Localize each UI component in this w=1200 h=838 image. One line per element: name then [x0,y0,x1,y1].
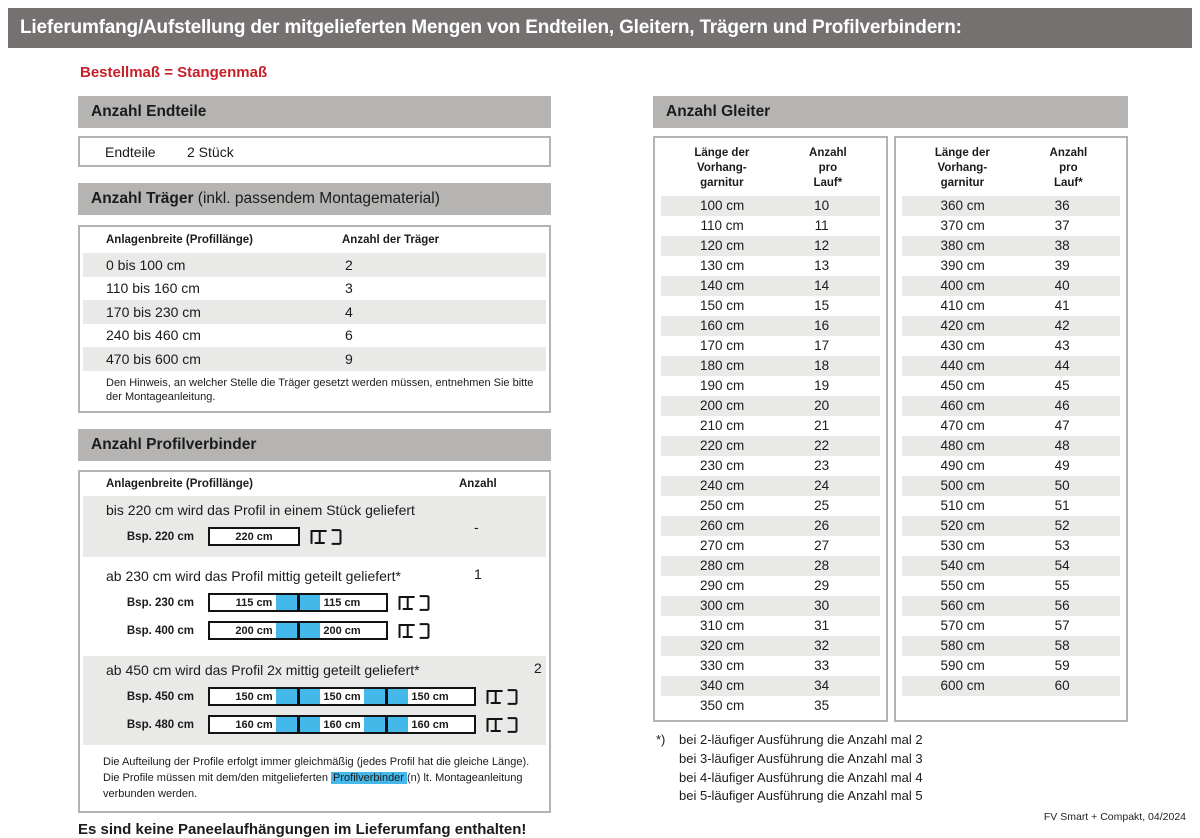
length-cell: 330 cm [700,658,745,674]
count-cell: 52 [1054,518,1070,534]
table-row [661,236,880,256]
profile-bar [208,687,476,706]
end-piece-icon [309,527,343,547]
end-piece-icon [397,621,431,641]
traeger-header-label: Anzahl Träger (inkl. passendem Montagematerial) [91,190,440,207]
table-row [902,216,1121,236]
count-cell: 55 [1054,578,1070,594]
profile-example-row [106,619,459,642]
footnote-line: bei 5-läufiger Ausführung die Anzahl mal 5 [679,788,923,804]
gleiter-rows-1 [655,196,886,716]
table-row [902,196,1121,216]
count-cell: 20 [814,398,830,414]
length-cell: 540 cm [940,558,985,574]
count-cell: 24 [814,478,830,494]
count-cell: 49 [1054,458,1070,474]
length-cell: 270 cm [700,538,745,554]
table-row [902,656,1121,676]
table-row [902,476,1121,496]
length-cell: 370 cm [940,218,985,234]
pv-sections [80,496,549,745]
table-row [902,436,1121,456]
count-cell: 31 [814,618,830,634]
length-cell: 260 cm [700,518,745,534]
count-cell: 34 [814,678,830,694]
count-cell: 43 [1054,338,1070,354]
pv-section-content [83,562,459,651]
gleiter-section-header [653,96,1128,128]
length-cell: 430 cm [940,338,985,354]
endteile-table [78,136,551,167]
count-cell: 36 [1054,198,1070,214]
table-row [661,576,880,596]
left-column [78,96,551,838]
table-row [661,596,880,616]
profile-bar [208,715,476,734]
profile-segment: 150 cm [323,690,361,703]
example-label: Bsp. 400 cm [126,624,194,637]
count-cell: 21 [814,418,830,434]
profile-segment: 200 cm [323,624,361,637]
range-cell: 170 bis 230 cm [106,303,201,320]
count-cell: 17 [814,338,830,354]
count-cell: 44 [1054,358,1070,374]
table-row [83,277,546,301]
length-cell: 580 cm [940,638,985,654]
count-cell: 51 [1054,498,1070,514]
count-cell: 45 [1054,378,1070,394]
traeger-rows [80,253,549,371]
pv-section-value [459,562,546,651]
length-cell: 180 cm [700,358,745,374]
gleiter-tables [653,136,1128,722]
count-col-header: Anzahl pro Lauf* [1049,147,1088,189]
gleiter-header-label: Anzahl Gleiter [666,103,771,120]
profile-segment: 150 cm [235,690,273,703]
profilverbinder-table [78,470,551,813]
count-cell: 22 [814,438,830,454]
profile-segment: 160 cm [411,718,449,731]
length-cell: 470 cm [940,418,985,434]
table-row [902,636,1121,656]
table-row [661,436,880,456]
length-cell: 490 cm [940,458,985,474]
table-row [661,276,880,296]
gleiter-table-1 [653,136,888,722]
count-cell: 32 [814,638,830,654]
count-cell: 27 [814,538,830,554]
table-row [661,496,880,516]
footnote-marker: *) [656,731,666,747]
table-row [661,376,880,396]
length-cell: 100 cm [700,198,745,214]
profile-example-row [106,713,519,736]
table-row [902,536,1121,556]
gleiter-footnote [653,731,1128,806]
profilverbinder-header-label: Anzahl Profilverbinder [91,436,257,454]
table-row [661,536,880,556]
count-cell: 41 [1054,298,1070,314]
table-row [661,356,880,376]
table-row [661,616,880,636]
range-cell: 110 bis 160 cm [106,280,200,297]
table-row [661,476,880,496]
length-col-header: Länge der Vorhang- garnitur [694,147,750,189]
count-cell: 57 [1054,618,1070,634]
range-cell: 470 bis 600 cm [106,350,201,367]
length-cell: 290 cm [700,578,745,594]
table-row [661,316,880,336]
count-cell: 39 [1054,258,1070,274]
table-row [661,216,880,236]
profilverbinder-table-head [80,472,549,496]
table-row [902,236,1121,256]
profilverbinder-section-header [78,429,551,461]
table-row [661,676,880,696]
table-row [902,376,1121,396]
table-row [902,256,1121,276]
table-row [902,676,1121,696]
length-cell: 570 cm [940,618,985,634]
length-cell: 160 cm [700,318,745,334]
count-cell: 37 [1054,218,1070,234]
profile-example-row [106,591,459,614]
table-row [661,656,880,676]
length-cell: 190 cm [700,378,745,394]
table-row [902,276,1121,296]
length-cell: 150 cm [700,298,745,314]
length-cell: 220 cm [700,438,745,454]
count-cell: 53 [1054,538,1070,554]
profile-bar [208,621,388,640]
traeger-table-head [80,227,549,253]
profile-segment: 220 cm [235,530,273,543]
length-cell: 400 cm [940,278,985,294]
length-cell: 340 cm [700,678,745,694]
example-label: Bsp. 450 cm [126,690,194,703]
count-cell: 3 [345,280,353,297]
count-cell: 6 [345,327,353,344]
length-cell: 140 cm [700,278,745,294]
count-cell: 13 [814,258,830,274]
profile-segment: 115 cm [235,596,273,609]
pv-section-content [83,496,459,557]
table-row [661,416,880,436]
count-cell: 10 [814,198,830,214]
profile-bar [208,593,388,612]
length-cell: 210 cm [700,418,745,434]
range-cell: 240 bis 460 cm [106,327,201,344]
count-cell: 33 [814,658,830,674]
example-label: Bsp. 220 cm [126,530,194,543]
table-row [902,416,1121,436]
length-cell: 250 cm [700,498,745,514]
endteile-section-header [78,96,551,128]
profile-segment: 160 cm [323,718,361,731]
table-row [661,336,880,356]
length-cell: 230 cm [700,458,745,474]
pv-value-text: 1 [474,566,482,583]
pv-section-content [83,656,519,745]
footnote-lines [679,731,923,806]
footnote-line: bei 4-läufiger Ausführung die Anzahl mal 4 [679,769,923,785]
table-row [661,456,880,476]
table-row [902,356,1121,376]
pv-section [83,656,546,745]
count-cell: 18 [814,358,830,374]
count-cell: 15 [814,298,830,314]
range-cell: 0 bis 100 cm [106,256,186,273]
count-cell: 2 [345,256,353,273]
traeger-section-header [78,183,551,215]
length-cell: 240 cm [700,478,745,494]
length-cell: 440 cm [940,358,985,374]
pv-value-text: 2 [534,660,542,677]
length-cell: 170 cm [700,338,745,354]
traeger-col1-header: Anlagenbreite (Profillänge) [106,234,253,246]
length-cell: 300 cm [700,598,745,614]
length-cell: 600 cm [940,678,985,694]
pv-section [83,562,546,651]
end-piece-icon [485,687,519,707]
table-row [902,396,1121,416]
count-cell: 25 [814,498,830,514]
pv-col2-header: Anzahl [459,478,497,491]
table-row [661,396,880,416]
table-row [661,516,880,536]
count-cell: 60 [1054,678,1070,694]
pv-section-text: bis 220 cm wird das Profil in einem Stück geliefert [106,501,415,518]
pv-col1-header: Anlagenbreite (Profillänge) [106,478,253,491]
count-cell: 4 [345,303,353,320]
length-cell: 110 cm [700,218,744,234]
table-row [902,296,1121,316]
length-cell: 530 cm [940,538,985,554]
table-row [661,256,880,276]
count-cell: 23 [814,458,830,474]
count-cell: 58 [1054,638,1070,654]
count-cell: 14 [814,278,830,294]
count-cell: 11 [814,218,829,234]
pv-section [83,496,546,557]
count-cell: 28 [814,558,830,574]
count-cell: 9 [345,350,353,367]
count-cell: 12 [814,238,830,254]
count-cell: 38 [1054,238,1070,254]
count-cell: 30 [814,598,830,614]
table-row [902,596,1121,616]
count-cell: 59 [1054,658,1070,674]
no-paneel-statement: Es sind keine Paneelaufhängungen im Lieferumfang enthalten! [78,821,527,838]
table-row [83,253,546,277]
table-row [902,616,1121,636]
count-cell: 26 [814,518,830,534]
length-cell: 360 cm [940,198,985,214]
traeger-note: Den Hinweis, an welcher Stelle die Träger gesetzt werden müssen, entnehmen Sie bitte der Montageanleitung. [106,376,534,404]
example-label: Bsp. 480 cm [126,718,194,731]
right-column [653,96,1128,806]
profile-segment: 150 cm [411,690,449,703]
table-row [661,636,880,656]
endteile-row-value: 2 Stück [187,143,234,160]
profile-segment: 115 cm [323,596,361,609]
profile-bar [208,527,300,546]
traeger-table [78,225,551,413]
end-piece-icon [397,593,431,613]
gleiter-table2-head [896,138,1127,196]
count-cell: 35 [814,698,830,714]
count-cell: 47 [1054,418,1070,434]
length-cell: 350 cm [700,698,745,714]
table-row [661,296,880,316]
count-cell: 40 [1054,278,1070,294]
count-cell: 42 [1054,318,1070,334]
end-piece-icon [485,715,519,735]
length-cell: 590 cm [940,658,985,674]
footnote-line: bei 2-läufiger Ausführung die Anzahl mal 2 [679,731,923,747]
pv-note [80,750,549,810]
count-cell: 48 [1054,438,1070,454]
length-cell: 200 cm [700,398,745,414]
table-row [902,316,1121,336]
pv-section-value [459,496,546,557]
length-cell: 550 cm [940,578,985,594]
table-row [661,196,880,216]
table-row [902,456,1121,476]
table-row [902,496,1121,516]
pv-section-text: ab 230 cm wird das Profil mittig geteilt geliefert* [106,567,401,584]
profile-segment: 200 cm [235,624,273,637]
pv-note-text-end: (n) lt. Montageanleitung verbunden werden. [103,772,523,801]
table-row [902,336,1121,356]
pv-section-text: ab 450 cm wird das Profil 2x mittig geteilt geliefert* [106,661,420,678]
table-row [902,516,1121,536]
table-row [902,576,1121,596]
table-row [83,324,546,348]
count-col-header: Anzahl pro Lauf* [809,147,847,189]
footnote-line: bei 3-läufiger Ausführung die Anzahl mal 3 [679,750,923,766]
table-row [661,556,880,576]
table-row [902,556,1121,576]
length-cell: 320 cm [700,638,745,654]
length-cell: 120 cm [700,238,745,254]
order-size-note: Bestellmaß = Stangenmaß [80,64,268,81]
pv-note-text: Die Aufteilung der Profile erfolgt immer gleichmäßig (jedes Profil hat die gleiche Länge). Die Profile müssen mit dem/den mitgelieferten [103,756,530,785]
length-cell: 500 cm [940,478,985,494]
count-cell: 50 [1054,478,1070,494]
count-cell: 56 [1054,598,1070,614]
gleiter-table-2 [894,136,1129,722]
length-cell: 510 cm [940,498,985,514]
length-cell: 420 cm [940,318,985,334]
endteile-header-label: Anzahl Endteile [91,103,207,120]
count-cell: 19 [814,378,830,394]
count-cell: 46 [1054,398,1070,414]
pv-section-value [519,656,606,745]
example-label: Bsp. 230 cm [126,596,194,609]
length-cell: 410 cm [940,298,985,314]
length-cell: 460 cm [940,398,985,414]
pv-note-highlight: Profilverbinder [331,772,407,784]
gleiter-table1-head [655,138,886,196]
profile-example-row [106,685,519,708]
page-title: Lieferumfang/Aufstellung der mitgelieferten Mengen von Endteilen, Gleitern, Trägern und Profilverbindern: [8,8,1192,48]
document-version: FV Smart + Compakt, 04/2024 [1043,811,1186,823]
count-cell: 54 [1054,558,1070,574]
length-cell: 450 cm [940,378,985,394]
length-cell: 280 cm [700,558,745,574]
gleiter-rows-2 [896,196,1127,696]
length-cell: 380 cm [940,238,985,254]
length-cell: 390 cm [940,258,985,274]
table-row [83,347,546,371]
length-cell: 480 cm [940,438,985,454]
pv-value-text: - [474,518,479,535]
length-col-header: Länge der Vorhang- garnitur [934,147,990,189]
length-cell: 310 cm [700,618,745,634]
length-cell: 560 cm [940,598,985,614]
traeger-col2-header: Anzahl der Träger [342,234,440,246]
table-row [83,300,546,324]
profile-segment: 160 cm [235,718,273,731]
endteile-row-label: Endteile [105,143,156,160]
profile-example-row [106,525,459,548]
length-cell: 520 cm [940,518,985,534]
count-cell: 29 [814,578,830,594]
length-cell: 130 cm [700,258,745,274]
table-row [661,696,880,716]
count-cell: 16 [814,318,830,334]
